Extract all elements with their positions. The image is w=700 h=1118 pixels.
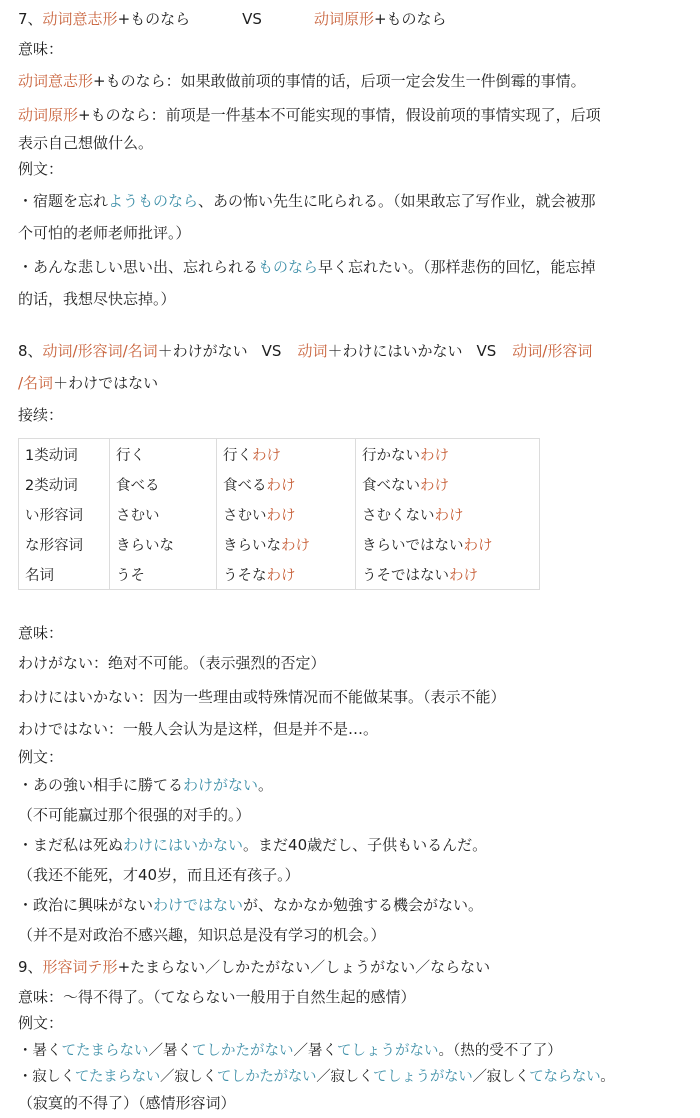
example-translation: （不可能赢过那个很强的对手的。） xyxy=(18,806,251,824)
example-highlight: てならない xyxy=(529,1069,601,1085)
grammar-key: 动词意志形 xyxy=(42,10,118,28)
grammar-key: 形容词テ形 xyxy=(42,958,118,976)
grammar-key: 动词意志形 xyxy=(18,72,94,90)
section-9-title xyxy=(18,956,690,978)
negative-cell xyxy=(356,469,540,499)
affirmative-cell xyxy=(217,529,356,559)
cell-highlight: わけ xyxy=(266,567,296,584)
word-type-cell: 2类动词 xyxy=(19,469,110,499)
word-type-cell: 1类动词 xyxy=(19,439,110,470)
example-text: 。（热的受不了了） xyxy=(438,1043,562,1059)
example-highlight: てしかたがない xyxy=(192,1043,294,1059)
table-row xyxy=(19,439,540,470)
section-number: 7、 xyxy=(18,10,43,28)
example-text: ・宿题を忘れ xyxy=(18,192,109,210)
vs-label: VS xyxy=(476,342,497,360)
grammar-tail: +ものなら xyxy=(373,10,447,28)
base-form-cell: うそ xyxy=(110,559,217,590)
grammar-tail: ＋わけがない xyxy=(157,342,248,360)
example-highlight: てしょうがない xyxy=(337,1043,439,1059)
affirmative-cell xyxy=(217,439,356,470)
table-row xyxy=(19,559,540,590)
grammar-key: 动词/形容词/名词 xyxy=(42,342,158,360)
section-number: 9、 xyxy=(18,958,43,976)
example-text: ／寂しく xyxy=(160,1069,217,1085)
grammar-tail: ＋わけではない xyxy=(53,374,159,392)
example-highlight: わけにはいかない xyxy=(123,836,244,854)
cell-text: うそな xyxy=(223,567,267,584)
meaning-line: わけにはいかない：因为一些理由或特殊情况而不能做某事。（表示不能） xyxy=(18,688,506,706)
example-text: ・まだ私は死ぬ xyxy=(18,836,124,854)
example-text: ・あんな悲しい思い出、忘れられる xyxy=(18,258,259,276)
table-row xyxy=(19,469,540,499)
negative-cell xyxy=(356,529,540,559)
example-translation: （并不是对政治不感兴趣，知识总是没有学习的机会。） xyxy=(18,926,386,944)
cell-text: さむい xyxy=(223,507,267,524)
example-sentence xyxy=(18,256,690,278)
negative-cell xyxy=(356,559,540,590)
meaning-label: 意味： xyxy=(18,624,64,642)
example-sentence xyxy=(18,1040,690,1062)
meaning-line: わけではない：一般人会认为是这样，但是并不是…。 xyxy=(18,720,379,738)
example-translation: （寂寞的不得了）（感情形容词） xyxy=(18,1094,236,1112)
cell-highlight: わけ xyxy=(449,567,478,584)
example-text: ／暑く xyxy=(293,1043,337,1059)
example-highlight: ようものなら xyxy=(108,192,199,210)
example-highlight: ものなら xyxy=(258,258,319,276)
base-form-cell: 行く xyxy=(110,439,217,470)
cell-text: さむくない xyxy=(362,507,435,524)
example-sentence xyxy=(18,1066,690,1088)
cell-text: 食べない xyxy=(362,477,420,494)
example-label: 例文： xyxy=(18,160,64,178)
grammar-key: 动词/形容词 xyxy=(512,342,593,360)
example-highlight: てしょうがない xyxy=(373,1069,473,1085)
meaning-text: +ものなら：前项是一件基本不可能实现的事情，假设前项的事情实现了，后项 xyxy=(78,106,601,124)
vs-label: VS xyxy=(261,342,282,360)
grammar-tail: ＋わけにはいかない xyxy=(327,342,463,360)
example-text: 。 xyxy=(600,1069,615,1085)
affirmative-cell xyxy=(217,499,356,529)
base-form-cell: 食べる xyxy=(110,469,217,499)
grammar-key: 动词原形 xyxy=(313,10,374,28)
cell-highlight: わけ xyxy=(252,447,281,464)
example-highlight: てしかたがない xyxy=(216,1069,317,1085)
example-highlight: てたまらない xyxy=(61,1043,149,1059)
cell-text: 行く xyxy=(223,447,252,464)
cell-text: きらいな xyxy=(223,537,281,554)
word-type-cell: な形容词 xyxy=(19,529,110,559)
example-sentence xyxy=(18,894,690,916)
meaning-line: 意味：～得不得了。（てならない一般用于自然生起的感情） xyxy=(18,988,416,1006)
example-sentence-cont: 个可怕的老师老师批评。） xyxy=(18,224,191,242)
cell-text: きらいではない xyxy=(362,537,464,554)
example-highlight: てたまらない xyxy=(74,1069,161,1085)
example-text: ・寂しく xyxy=(18,1069,75,1085)
grammar-tail: +たまらない／しかたがない／しょうがない／ならない xyxy=(117,958,491,976)
example-sentence-cont: 的话，我想尽快忘掉。） xyxy=(18,290,176,308)
example-text: ／寂しく xyxy=(472,1069,530,1085)
cell-highlight: わけ xyxy=(463,537,493,554)
section-8-title xyxy=(18,340,690,362)
example-text: ・暑く xyxy=(18,1043,62,1059)
section-number: 8、 xyxy=(18,342,43,360)
example-sentence xyxy=(18,774,690,796)
grammar-key: 动词原形 xyxy=(18,106,79,124)
meaning-line-cont: 表示自己想做什么。 xyxy=(18,134,154,152)
meaning-line xyxy=(18,70,690,92)
word-type-cell: 名词 xyxy=(19,559,110,590)
negative-cell xyxy=(356,439,540,470)
base-form-cell: さむい xyxy=(110,499,217,529)
meaning-line: わけがない：绝对不可能。（表示强烈的否定） xyxy=(18,654,326,672)
meaning-line xyxy=(18,104,690,126)
example-text: が、なかなか勉強する機会がない。 xyxy=(243,896,484,914)
example-sentence xyxy=(18,834,690,856)
example-highlight: わけではない xyxy=(153,896,244,914)
vs-label: VS xyxy=(242,10,262,28)
example-sentence xyxy=(18,190,690,212)
section-8-title-cont xyxy=(18,372,690,394)
grammar-tail: +ものなら xyxy=(117,10,191,28)
example-text: 。 xyxy=(258,776,274,794)
base-form-cell: きらいな xyxy=(110,529,217,559)
example-text: ／寂しく xyxy=(316,1069,374,1085)
cell-highlight: わけ xyxy=(420,447,449,464)
cell-text: うそではない xyxy=(362,567,449,584)
meaning-label: 意味： xyxy=(18,40,64,58)
cell-highlight: わけ xyxy=(420,477,449,494)
example-text: 早く忘れたい。（那样悲伤的回忆，能忘掉 xyxy=(318,258,596,276)
cell-highlight: わけ xyxy=(281,537,310,554)
example-text: ・政治に興味がない xyxy=(18,896,154,914)
example-text: ／暑く xyxy=(148,1043,192,1059)
conjugation-label: 接续： xyxy=(18,406,64,424)
cell-text: 行かない xyxy=(362,447,420,464)
example-text: 、あの怖い先生に叱られる。（如果敢忘了写作业，就会被那 xyxy=(198,192,596,210)
grammar-key: /名词 xyxy=(18,374,54,392)
example-label: 例文： xyxy=(18,1014,64,1032)
example-translation: （我还不能死，才40岁，而且还有孩子。） xyxy=(18,866,300,884)
affirmative-cell xyxy=(217,469,356,499)
negative-cell xyxy=(356,499,540,529)
affirmative-cell xyxy=(217,559,356,590)
cell-text: 食べる xyxy=(223,477,267,494)
meaning-text: +ものなら：如果敢做前项的事情的话，后项一定会发生一件倒霉的事情。 xyxy=(93,72,586,90)
conjugation-table xyxy=(18,438,540,590)
cell-highlight: わけ xyxy=(266,507,296,524)
word-type-cell: い形容词 xyxy=(19,499,110,529)
table-row xyxy=(19,499,540,529)
section-7-title xyxy=(18,8,690,30)
cell-highlight: わけ xyxy=(266,477,296,494)
example-text: 。まだ40歳だし、子供もいるんだ。 xyxy=(243,836,488,854)
example-text: ・あの強い相手に勝てる xyxy=(18,776,184,794)
example-highlight: わけがない xyxy=(183,776,259,794)
table-row xyxy=(19,529,540,559)
cell-highlight: わけ xyxy=(434,507,464,524)
grammar-key: 动词 xyxy=(297,342,328,360)
example-label: 例文： xyxy=(18,748,64,766)
